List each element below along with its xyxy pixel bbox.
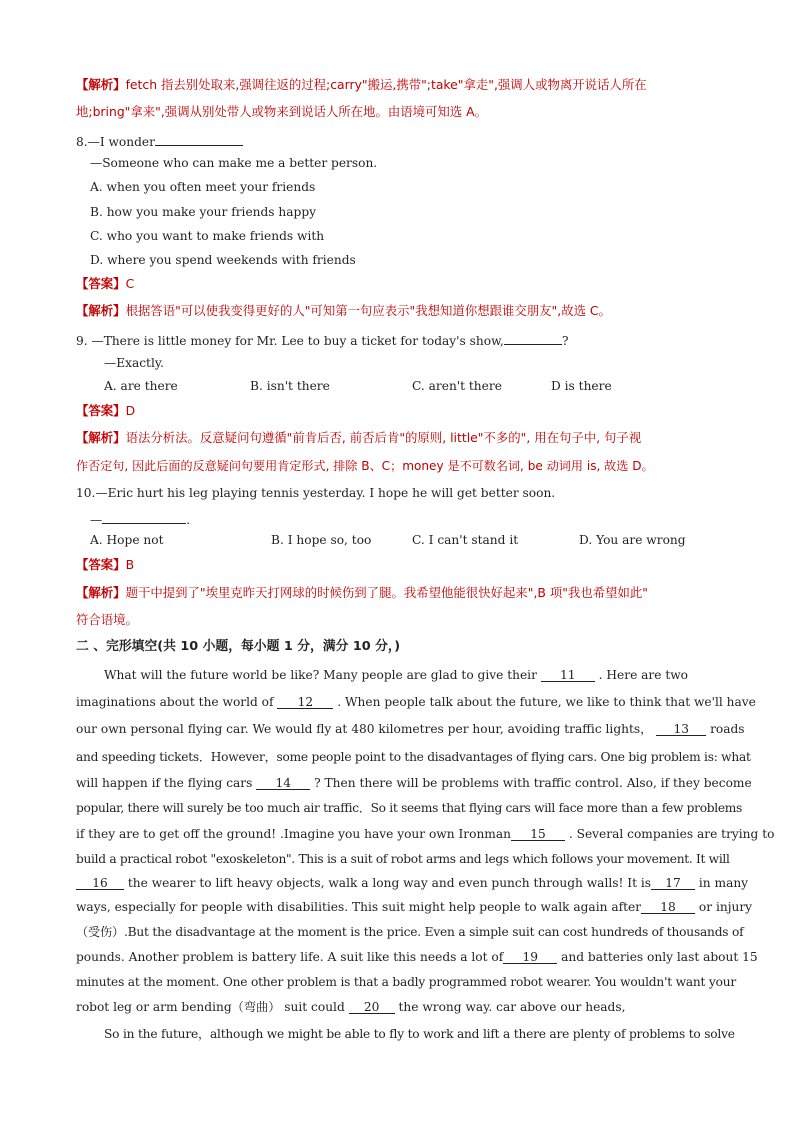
question-8-option-a: A. when you often meet your friends: [90, 180, 316, 194]
cloze-blank-15: 15: [511, 826, 565, 841]
answer-blank: [155, 131, 243, 146]
question-8-explanation: 【解析】根据答语"可以使我变得更好的人"可知第一句应表示"我想知道你想跟谁交朋友",故选 C。: [76, 303, 611, 318]
passage-line: robot leg or arm bending（弯曲） suit could 20 the wrong way. car above our heads,: [76, 1000, 626, 1014]
explanation-tag: 【解析】: [76, 77, 126, 92]
question-8-reply: —Someone who can make me a better person.: [90, 156, 378, 170]
question-9-reply: —Exactly.: [104, 356, 164, 370]
question-9-explanation-line2: 作否定句, 因此后面的反意疑问句要用肯定形式, 排除 B、C；money 是不可数名词, be 动词用 is, 故选 D。: [76, 459, 654, 473]
answer-blank: [504, 330, 562, 345]
question-10-stem: 10.—Eric hurt his leg playing tennis yesterday. I hope he will get better soon.: [76, 486, 556, 500]
passage-line: build a practical robot "exoskeleton". This is a suit of robot arms and legs which follows your movement. It will: [76, 852, 730, 866]
question-10-explanation-line2: 符合语境。: [76, 612, 138, 627]
question-10-option-b: B. I hope so, too: [271, 533, 372, 547]
passage-line: will happen if the flying cars 14 ? Then there will be problems with traffic control. Also, if they become: [76, 776, 752, 790]
question-8-option-c: C. who you want to make friends with: [90, 229, 325, 243]
passage-line: our own personal flying car. We would fly at 480 kilometres per hour, avoiding traffic lights， 13 roads: [76, 722, 745, 736]
cloze-blank-16: 16: [76, 875, 124, 890]
cloze-blank-20: 20: [349, 999, 395, 1014]
passage-line: ways, especially for people with disabilities. This suit might help people to walk again after 18 or injury: [76, 900, 753, 914]
question-10-option-c: C. I can't stand it: [412, 533, 519, 547]
explanation-q7-line2: 地;bring"拿来",强调从别处带人或物来到说话人所在地。由语境可知选 A。: [76, 104, 487, 119]
cloze-blank-11: 11: [541, 667, 595, 682]
question-8-answer: 【答案】C: [76, 276, 135, 291]
passage-line: imaginations about the world of 12 . When people talk about the future, we like to think that we'll have: [76, 695, 756, 709]
question-10-reply: — .: [90, 509, 190, 528]
question-9-stem: 9. —There is little money for Mr. Lee to buy a ticket for today's show, ?: [76, 330, 568, 349]
passage-line: popular, there will surely be too much air traffic．So it seems that flying cars will face more than a few problems: [76, 801, 742, 815]
question-10-option-d: D. You are wrong: [579, 533, 686, 547]
passage-line: 16 the wearer to lift heavy objects, walk a long way and even punch through walls! It is 17 in many: [76, 875, 748, 891]
question-9-answer: 【答案】D: [76, 403, 136, 418]
cloze-blank-13: 13: [656, 721, 706, 736]
question-8-option-b: B. how you make your friends happy: [90, 205, 317, 219]
question-9-option-b: B. isn't there: [250, 379, 330, 393]
question-9-explanation-line1: 【解析】语法分析法。反意疑问句遵循"前肯后否, 前否后肯"的原则, little"不多的", 用在句子中, 句子视: [76, 430, 642, 445]
passage-line: So in the future，although we might be able to fly to work and lift a there are plenty of problems to solve: [104, 1027, 735, 1041]
section-title: 二 、完形填空(共 10 小题，每小题 1 分，满分 10 分，): [76, 639, 401, 654]
question-8-option-d: D. where you spend weekends with friends: [90, 253, 356, 267]
question-10-answer: 【答案】B: [76, 557, 135, 572]
cloze-blank-19: 19: [503, 949, 557, 964]
passage-line: （受伤）.But the disadvantage at the moment is the price. Even a simple suit can cost hundreds of thousands of: [76, 925, 744, 939]
passage-line: What will the future world be like? Many people are glad to give their 11 . Here are two: [104, 668, 689, 682]
passage-line: if they are to get off the ground! .Imagine you have your own Ironman 15 . Several companies are trying to: [76, 827, 775, 841]
question-10-explanation-line1: 【解析】题干中提到了"埃里克昨天打网球的时候伤到了腿。我希望他能很快好起来",B 项"我也希望如此": [76, 585, 648, 600]
question-8-stem: 8.—I wonder: [76, 131, 243, 150]
cloze-blank-18: 18: [641, 899, 695, 914]
explanation-q7-line1: 【解析】fetch 指去别处取来,强调往返的过程;carry"搬运,携带";take"拿走",强调人或物离开说话人所在: [76, 77, 647, 92]
cloze-blank-14: 14: [256, 775, 310, 790]
question-9-option-a: A. are there: [104, 379, 178, 393]
passage-line: pounds. Another problem is battery life. A suit like this needs a lot of 19 and batteries only last about 15: [76, 950, 758, 964]
passage-line: minutes at the moment. One other problem is that a badly programmed robot wearer. You wouldn't want your: [76, 975, 737, 989]
cloze-blank-17: 17: [651, 875, 695, 890]
passage-line: and speeding tickets．However，some people point to the disadvantages of flying cars. One big problem is: what: [76, 750, 751, 764]
question-10-option-a: A. Hope not: [90, 533, 164, 547]
cloze-blank-12: 12: [277, 694, 333, 709]
question-9-option-c: C. aren't there: [412, 379, 502, 393]
answer-blank: [102, 509, 186, 524]
question-9-option-d: D is there: [551, 379, 612, 393]
